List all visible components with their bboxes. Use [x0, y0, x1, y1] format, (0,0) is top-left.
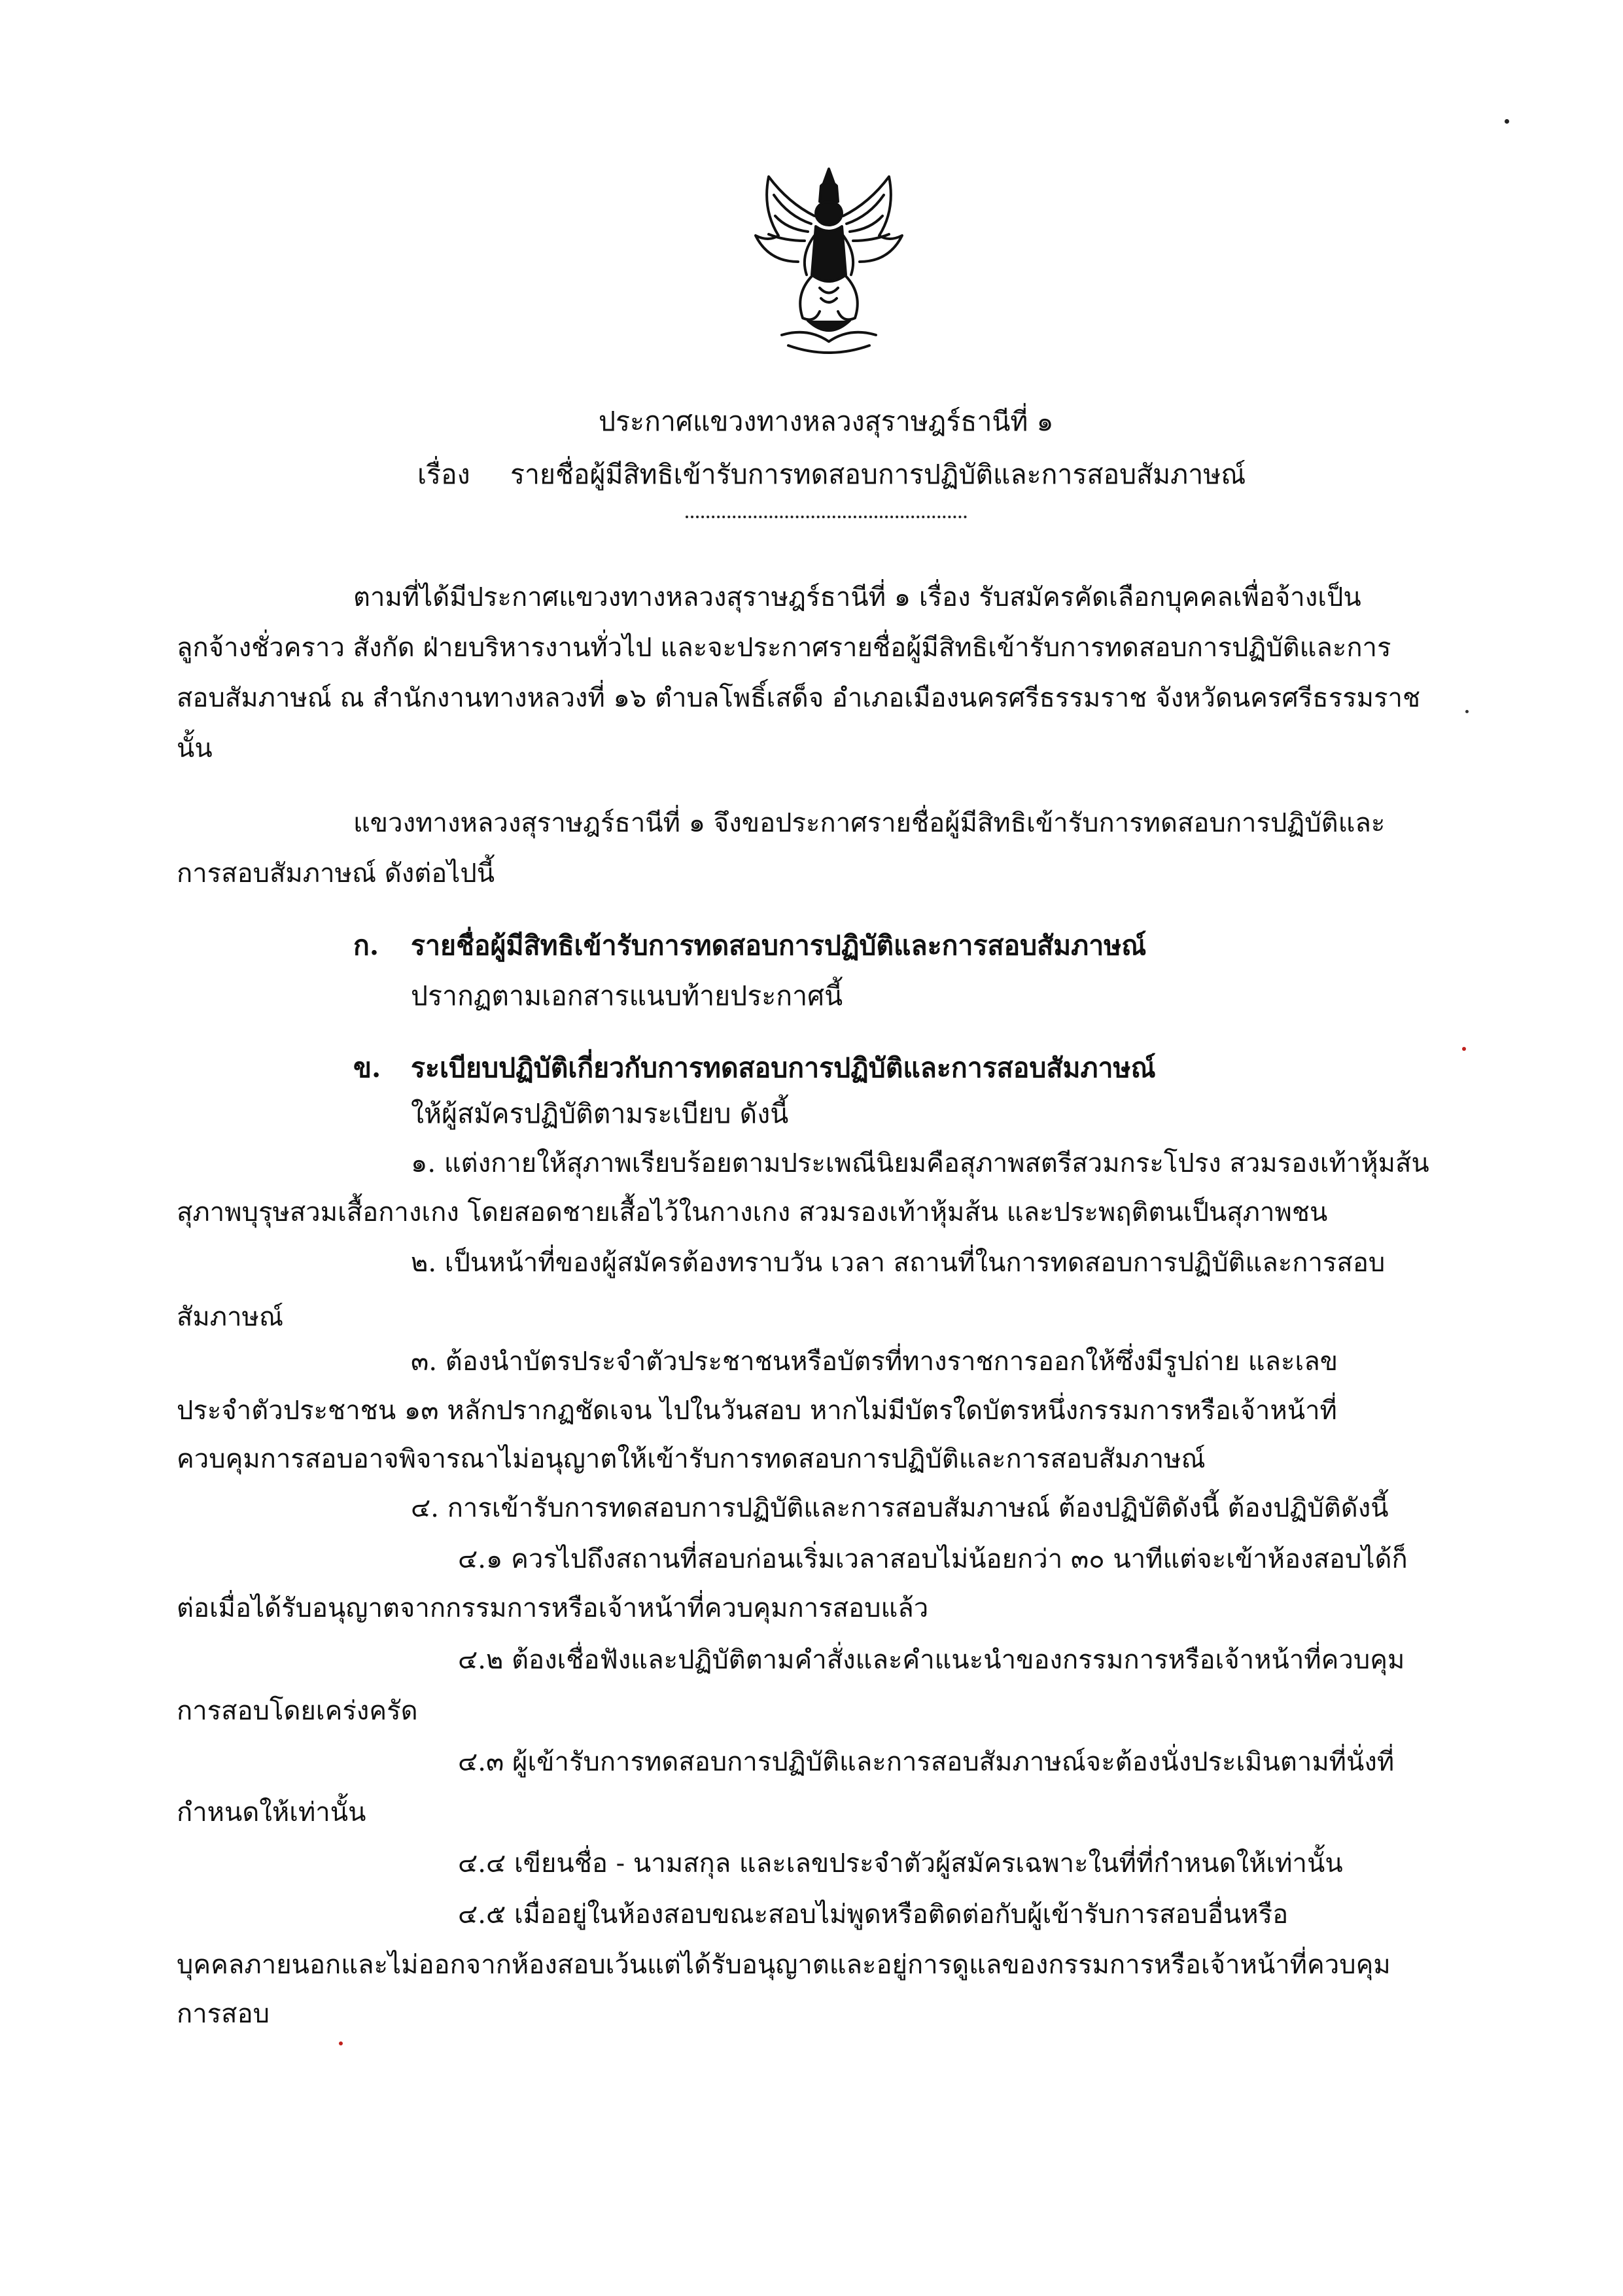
rule-2-line-2: สัมภาษณ์ — [177, 1302, 284, 1332]
rule-2-line-1: ๒. เป็นหน้าที่ของผู้สมัครต้องทราบวัน เวลา สถานที่ในการทดสอบการปฏิบัติและการสอบ — [411, 1248, 1386, 1278]
section-a-marker: ก. — [353, 930, 379, 961]
rule-3-line-3: ควบคุมการสอบอาจพิจารณาไม่อนุญาตให้เข้ารับการทดสอบการปฏิบัติและการสอบสัมภาษณ์ — [177, 1444, 1206, 1474]
rule-4-1-line-1: ๔.๑ ควรไปถึงสถานที่สอบก่อนเริ่มเวลาสอบไม่น้อยกว่า ๓๐ นาทีแต่จะเข้าห้องสอบได้ก็ — [458, 1544, 1408, 1574]
rule-4-4: ๔.๔ เขียนชื่อ - นามสกุล และเลขประจำตัวผู้สมัครเฉพาะในที่ที่กำหนดให้เท่านั้น — [458, 1848, 1343, 1879]
rule-3-line-2: ประจำตัวประชาชน ๑๓ หลักปรากฏชัดเจน ไปในวันสอบ หากไม่มีบัตรใดบัตรหนึ่งกรรมการหรือเจ้าหน้าที่ — [177, 1396, 1337, 1426]
rule-4-5-line-3: การสอบ — [177, 1999, 270, 2029]
subject-text: รายชื่อผู้มีสิทธิเข้ารับการทดสอบการปฏิบัติและการสอบสัมภาษณ์ — [510, 459, 1246, 490]
rule-4-3-line-1: ๔.๓ ผู้เข้ารับการทดสอบการปฏิบัติและการสอบสัมภาษณ์จะต้องนั่งประเมินตามที่นั่งที่ — [458, 1747, 1395, 1777]
paragraph-2-line-1: แขวงทางหลวงสุราษฎร์ธานีที่ ๑ จึงขอประกาศรายชื่อผู้มีสิทธิเข้ารับการทดสอบการปฏิบัติและ — [353, 808, 1386, 838]
subject-label: เรื่อง — [417, 459, 470, 490]
paragraph-2-line-2: การสอบสัมภาษณ์ ดังต่อไปนี้ — [177, 858, 495, 889]
rule-3-line-1: ๓. ต้องนำบัตรประจำตัวประชาชนหรือบัตรที่ทางราชการออกให้ซึ่งมีรูปถ่าย และเลข — [411, 1347, 1338, 1377]
paragraph-1-line-1: ตามที่ได้มีประกาศแขวงทางหลวงสุราษฎร์ธานีที่ ๑ เรื่อง รับสมัครคัดเลือกบุคคลเพื่อจ้างเป็น — [353, 582, 1361, 612]
rule-4-2-line-2: การสอบโดยเคร่งครัด — [177, 1696, 418, 1726]
scan-speck — [1462, 1047, 1466, 1051]
section-b-intro: ให้ผู้สมัครปฏิบัติตามระเบียบ ดังนี้ — [411, 1098, 789, 1129]
section-b-heading: ระเบียบปฏิบัติเกี่ยวกับการทดสอบการปฏิบัติและการสอบสัมภาษณ์ — [411, 1052, 1156, 1084]
section-b-marker: ข. — [353, 1052, 381, 1084]
rule-4-3-line-2: กำหนดให้เท่านั้น — [177, 1797, 366, 1828]
announcement-title: ประกาศแขวงทางหลวงสุราษฎร์ธานีที่ ๑ — [599, 406, 1054, 437]
section-a-text: ปรากฏตามเอกสารแนบท้ายประกาศนี้ — [411, 980, 843, 1012]
section-a-heading: รายชื่อผู้มีสิทธิเข้ารับการทดสอบการปฏิบัติและการสอบสัมภาษณ์ — [411, 930, 1147, 961]
rule-1-line-1: ๑. แต่งกายให้สุภาพเรียบร้อยตามประเพณีนิยมคือสุภาพสตรีสวมกระโปรง สวมรองเท้าหุ้มส้น — [411, 1148, 1429, 1178]
rule-4-5-line-2: บุคคลภายนอกและไม่ออกจากห้องสอบเว้นแต่ได้รับอนุญาตและอยู่การดูแลของกรรมการหรือเจ้าหน้าที่ควบคุม — [177, 1950, 1391, 1980]
rule-1-line-2: สุภาพบุรุษสวมเสื้อกางเกง โดยสอดชายเสื้อไว้ในกางเกง สวมรองเท้าหุ้มส้น และประพฤติตนเป็นสุภาพชน — [177, 1197, 1328, 1227]
paragraph-1-line-3: สอบสัมภาษณ์ ณ สำนักงานทางหลวงที่ ๑๖ ตำบลโพธิ์เสด็จ อำเภอเมืองนครศรีธรรมราช จังหวัดนครศรีธรรมราช — [177, 683, 1421, 713]
scan-speck — [1465, 710, 1469, 713]
garuda-emblem-icon — [742, 164, 916, 366]
paragraph-1-line-4: นั้น — [177, 733, 213, 764]
rule-4-1-line-2: ต่อเมื่อได้รับอนุญาตจากกรรมการหรือเจ้าหน้าที่ควบคุมการสอบแล้ว — [177, 1593, 929, 1623]
scan-speck — [1505, 119, 1509, 124]
header-separator — [686, 516, 967, 518]
rule-4-2-line-1: ๔.๒ ต้องเชื่อฟังและปฏิบัติตามคำสั่งและคำแนะนำของกรรมการหรือเจ้าหน้าที่ควบคุม — [458, 1645, 1405, 1675]
scan-speck — [339, 2041, 343, 2045]
rule-4: ๔. การเข้ารับการทดสอบการปฏิบัติและการสอบสัมภาษณ์ ต้องปฏิบัติดังนี้ ต้องปฏิบัติดังนี้ — [411, 1493, 1389, 1523]
rule-4-5-line-1: ๔.๕ เมื่ออยู่ในห้องสอบขณะสอบไม่พูดหรือติดต่อกับผู้เข้ารับการสอบอื่นหรือ — [458, 1899, 1289, 1930]
paragraph-1-line-2: ลูกจ้างชั่วคราว สังกัด ฝ่ายบริหารงานทั่วไป และจะประกาศรายชื่อผู้มีสิทธิเข้ารับการทดสอบการปฏิบัติและการ — [177, 633, 1391, 663]
